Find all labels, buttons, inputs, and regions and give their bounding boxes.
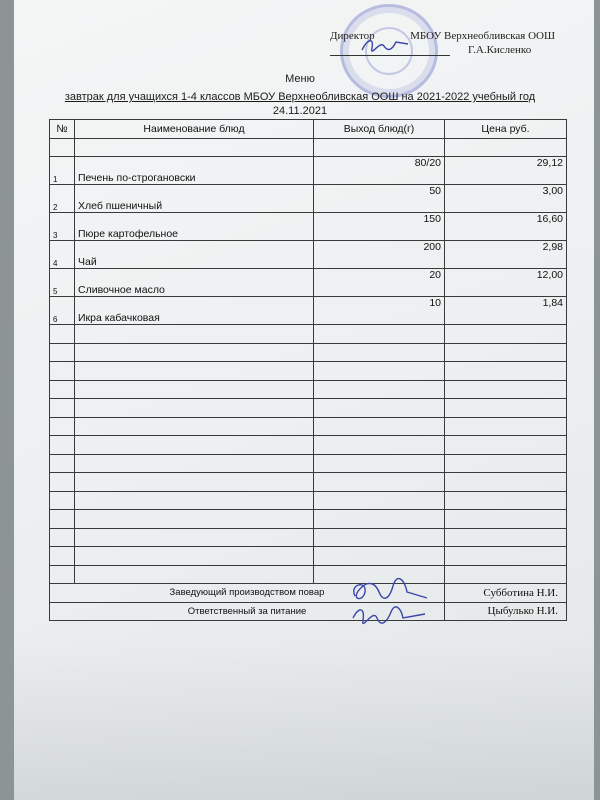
empty-cell	[50, 325, 75, 344]
empty-cell	[75, 436, 314, 455]
empty-cell	[445, 399, 567, 418]
table-row-empty	[50, 565, 567, 584]
row-yield: 150	[314, 213, 445, 241]
empty-cell	[445, 343, 567, 362]
footer-responsible-label: Ответственный за питание	[50, 602, 445, 621]
approval-director-label: Директор	[330, 30, 375, 42]
table-row-empty	[50, 491, 567, 510]
empty-cell	[314, 510, 445, 529]
row-yield: 200	[314, 241, 445, 269]
empty-cell	[75, 547, 314, 566]
empty-cell	[445, 547, 567, 566]
row-number: 4	[50, 241, 75, 269]
table-row	[50, 241, 567, 269]
footer-cook-name: Субботина Н.И.	[445, 584, 567, 603]
empty-cell	[314, 473, 445, 492]
empty-cell	[75, 528, 314, 547]
table-row-empty	[50, 528, 567, 547]
footer-row-responsible	[50, 602, 567, 621]
empty-cell	[50, 399, 75, 418]
empty-cell	[75, 325, 314, 344]
table-row	[50, 269, 567, 297]
table-row	[50, 157, 567, 185]
table-header-row	[50, 120, 567, 139]
empty-cell	[445, 565, 567, 584]
table-row-empty	[50, 138, 567, 157]
empty-cell	[50, 454, 75, 473]
empty-cell	[50, 547, 75, 566]
empty-cell	[50, 417, 75, 436]
empty-cell	[50, 565, 75, 584]
footer-cook-label: Заведующий производством повар	[50, 584, 445, 603]
empty-cell	[445, 528, 567, 547]
row-number: 1	[50, 157, 75, 185]
empty-cell	[445, 510, 567, 529]
empty-cell	[314, 399, 445, 418]
empty-cell	[50, 362, 75, 381]
footer-row-cook	[50, 584, 567, 603]
row-dish-name: Икра кабачковая	[75, 297, 314, 325]
table-row-empty	[50, 343, 567, 362]
table-row-empty	[50, 454, 567, 473]
approval-underline	[330, 55, 450, 56]
row-number: 3	[50, 213, 75, 241]
empty-cell	[314, 325, 445, 344]
table-row-empty	[50, 362, 567, 381]
empty-cell	[445, 491, 567, 510]
empty-cell	[75, 417, 314, 436]
empty-cell	[445, 436, 567, 455]
empty-cell	[314, 528, 445, 547]
row-dish-name: Хлеб пшеничный	[75, 185, 314, 213]
empty-cell	[75, 362, 314, 381]
empty-cell	[50, 436, 75, 455]
empty-cell	[314, 417, 445, 436]
table-row-empty	[50, 473, 567, 492]
empty-cell	[75, 380, 314, 399]
row-yield: 20	[314, 269, 445, 297]
row-yield: 50	[314, 185, 445, 213]
row-price: 1,84	[445, 297, 567, 325]
column-header-yield: Выход блюд(г)	[314, 120, 445, 139]
empty-cell	[445, 380, 567, 399]
empty-cell	[314, 343, 445, 362]
row-dish-name: Печень по-строгановски	[75, 157, 314, 185]
row-number: 6	[50, 297, 75, 325]
column-header-name: Наименование блюд	[75, 120, 314, 139]
empty-cell	[75, 510, 314, 529]
empty-cell	[314, 380, 445, 399]
empty-cell	[50, 510, 75, 529]
empty-cell	[445, 473, 567, 492]
row-yield: 10	[314, 297, 445, 325]
approval-school-name: МБОУ Верхнеобливская ООШ	[410, 30, 556, 42]
approval-director-name: Г.А.Кисленко	[468, 44, 532, 56]
table-row	[50, 185, 567, 213]
empty-cell	[445, 454, 567, 473]
page-date: 24.11.2021	[272, 105, 328, 117]
empty-cell	[445, 362, 567, 381]
empty-cell	[75, 343, 314, 362]
empty-cell	[50, 491, 75, 510]
row-price: 3,00	[445, 185, 567, 213]
footer-responsible-name: Цыбулько Н.И.	[445, 602, 567, 621]
director-signature	[360, 34, 410, 56]
menu-table	[49, 119, 567, 621]
empty-cell	[50, 343, 75, 362]
empty-cell	[50, 473, 75, 492]
footer-signatures	[345, 578, 430, 630]
page-title: Меню	[285, 73, 315, 85]
empty-cell	[75, 473, 314, 492]
empty-cell	[75, 565, 314, 584]
column-header-price: Цена руб.	[445, 120, 567, 139]
table-row-empty	[50, 436, 567, 455]
empty-cell	[75, 454, 314, 473]
empty-rows	[50, 325, 567, 584]
table-row-empty	[50, 325, 567, 344]
row-dish-name: Чай	[75, 241, 314, 269]
row-dish-name: Пюре картофельное	[75, 213, 314, 241]
row-price: 16,60	[445, 213, 567, 241]
row-price: 2,98	[445, 241, 567, 269]
table-row-empty	[50, 399, 567, 418]
empty-cell	[314, 362, 445, 381]
table-row-empty	[50, 417, 567, 436]
empty-cell	[445, 417, 567, 436]
table-row	[50, 213, 567, 241]
row-yield: 80/20	[314, 157, 445, 185]
page-subtitle: завтрак для учащихся 1-4 классов МБОУ Верхнеобливская ООШ на 2021-2022 учебный год	[64, 91, 536, 103]
row-price: 12,00	[445, 269, 567, 297]
row-dish-name: Сливочное масло	[75, 269, 314, 297]
empty-cell	[314, 547, 445, 566]
row-number: 5	[50, 269, 75, 297]
table-row-empty	[50, 510, 567, 529]
empty-cell	[314, 436, 445, 455]
empty-cell	[75, 491, 314, 510]
empty-cell	[75, 399, 314, 418]
empty-cell	[314, 454, 445, 473]
table-row-empty	[50, 547, 567, 566]
empty-cell	[314, 491, 445, 510]
row-number: 2	[50, 185, 75, 213]
column-header-number: №	[50, 120, 75, 139]
table-row-empty	[50, 380, 567, 399]
table-row	[50, 297, 567, 325]
empty-cell	[445, 325, 567, 344]
empty-cell	[50, 528, 75, 547]
empty-cell	[50, 380, 75, 399]
row-price: 29,12	[445, 157, 567, 185]
